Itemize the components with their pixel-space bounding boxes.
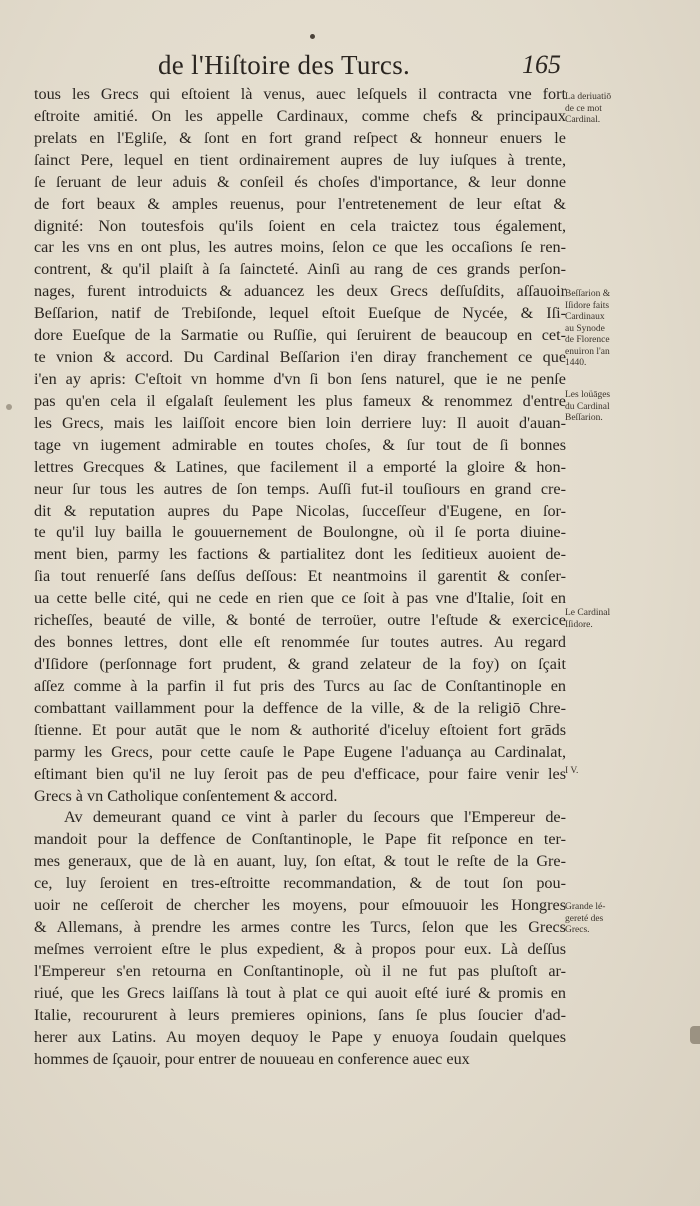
text-line: Grecs à vn Catholique conſentement & accord. <box>34 786 338 805</box>
text-line: ment bien, parmy les factions & partialitez dont les ſeditieux auoient de- <box>34 545 566 564</box>
text-line: ſe ſeruant de leur aduis & conſeil és choſes d'importance, & leur donne <box>34 172 566 191</box>
text-line: neur ſur tous les autres de ſon temps. Auſſi fut-il touſiours en grand cre- <box>34 479 566 498</box>
text-line: Av demeurant quand ce vint à parler du ſecours que l'Empereur de- <box>64 808 566 827</box>
margin-note-line: du Cardinal <box>565 401 610 412</box>
text-line: & Allemans, à prendre les armes contre les Turcs, ſelon que les Grecs <box>34 918 566 937</box>
text-line: car les vns en ont plus, les autres moins, ſelon ce que les occaſions ſe ren- <box>34 238 566 257</box>
text-line: des bonnes lettres, dont elle eſt renommée ſur toutes autres. Au regard <box>34 633 566 652</box>
text-line: de fort beaux & amples reuenus, pour l'entretenement de leur eſtat & <box>34 194 566 213</box>
text-line: ſtienne. Et pour autāt que le nom & authorité d'iceluy eſtoient fort grāds <box>34 720 566 739</box>
page-number: 165 <box>522 50 561 79</box>
margin-note <box>565 766 665 778</box>
text-line: combattant vaillamment pour la deffence de la ville, & de la religiō Chre- <box>34 698 566 717</box>
text-line: nages, furent introduicts & aduancez les deux Grecs deſſuſdits, aſſauoir <box>34 282 566 301</box>
margin-note-line: 1440. <box>565 358 587 368</box>
text-line: contrent, & qu'il plaiſt à ſa ſaincteté. Ainſi au rang de ces grands perſon- <box>34 260 566 279</box>
text-line: ua cette belle cité, qui ne cede en rien que ce ſoit à pas vne d'Italie, ſoit en <box>34 589 566 608</box>
text-line: parmy les Grecs, pour cette cauſe le Pape Eugene l'aduança au Cardinalat, <box>34 742 566 761</box>
paper-stain <box>6 404 12 410</box>
margin-note-line: Grande lé- <box>565 902 606 912</box>
margin-note-line: Grecs. <box>565 925 590 935</box>
margin-note-line: I V. <box>565 766 579 776</box>
text-line: Italie, recoururent à leurs premieres opinions, ſans ſe plus ſoucier d'ad- <box>34 1005 566 1024</box>
running-title: de l'Hiſtoire des Turcs. <box>158 50 411 80</box>
margin-note <box>565 902 665 937</box>
margin-note-line: Cardinaux <box>565 312 605 322</box>
text-line: mes generaux, que de là en auant, luy, ſon eſtat, & tout le reſte de la Gre- <box>34 852 566 871</box>
text-line: pas qu'en cela il eſgalaſt ſeulement les plus fameux & renommez d'entre <box>34 391 566 410</box>
text-line: dit & reputation aupres du Pape Nicolas, ſucceſſeur d'Eugene, en ſor- <box>34 501 566 520</box>
text-line: les Grecs, mais les laiſſoit encore bien loin derriere luy: Il auoit d'auan- <box>34 413 566 432</box>
page-edge-mark <box>690 1026 700 1044</box>
margin-note-line: Le Cardinal <box>565 608 611 618</box>
text-line: te vnion & accord. Du Cardinal Beſſarion i'en diray franchement ce que <box>34 348 566 367</box>
text-line: i'en ay apris: C'eſtoit vn homme d'vn ſi bon ſens naturel, que ie ne penſe <box>34 369 566 388</box>
text-line: aſſez comme à la parfin il fut pris des Turcs au ſac de Conſtantinople en <box>34 676 566 695</box>
margin-note <box>565 608 665 631</box>
text-line: hommes de ſçauoir, pour entrer de nouueau en conference auec eux <box>34 1049 470 1068</box>
text-line: lettres Grecques & Latines, que facilement il a emporté la gloire & hon- <box>34 457 566 476</box>
margin-note-line: gereté des <box>565 913 604 924</box>
text-line: prelats en l'Egliſe, & ſont en fort grand reſpect & honneur enuers le <box>34 128 566 147</box>
margin-note-line: au Synode <box>565 323 605 334</box>
margin-note-line: Cardinal. <box>565 115 601 125</box>
margin-note <box>565 92 665 127</box>
body-text <box>34 84 566 1070</box>
margin-note-line: enuiron l'an <box>565 346 610 357</box>
text-line: riué, que les Grecs laiſſans là tout à plat ce qui auoit eſté iuré & promis en <box>34 983 566 1002</box>
text-line: uoir ne ceſſeroit de chercher les moyens, pour eſmouuoir les Hongres <box>34 896 566 915</box>
margin-note-line: La deriuatiō <box>565 92 612 102</box>
text-line: te qu'il luy bailla le gouuernement de Boulongne, où il ſe porta diuine- <box>34 523 566 542</box>
margin-note-line: Iſidore faits <box>565 300 610 311</box>
text-line: dore Eueſque de la Sarmatie ou Ruſſie, qui ſeruirent de beaucoup en cet- <box>34 326 566 345</box>
text-line: tous les Grecs qui eſtoient là venus, auec leſquels il contracta vne fort <box>34 85 566 103</box>
text-line: l'Empereur s'en retourna en Conſtantinople, où il ne fut pas pluſtoſt ar- <box>34 961 566 980</box>
text-line: d'Iſidore (perſonnage fort prudent, & grand zelateur de la foy) on ſçait <box>34 654 566 673</box>
text-line: mandoit pour la deffence de Conſtantinople, le Pape fit reſponce en ter- <box>34 830 566 849</box>
margin-note-line: Iſidore. <box>565 619 593 630</box>
text-line: eſtimant bien qu'il ne luy ſeroit pas de peu d'efficace, pour faire venir les <box>34 764 566 783</box>
text-line: tage vn iugement admirable en toutes choſes, & ſur tout de ſi bonnes <box>34 435 566 454</box>
margin-note-line: Beſſarion & <box>565 289 611 299</box>
text-line: ce, luy ſeroient en tres-eſtroitte recommandation, & de tout ſon pou- <box>34 874 566 893</box>
text-line: eſtroite amitié. On les appelle Cardinaux, comme chefs & principaux <box>34 106 566 125</box>
margin-note-line: Beſſarion. <box>565 413 603 423</box>
text-line: herer aux Latins. Au moyen dequoy le Pape y enuoya ſoudain quelques <box>34 1027 566 1046</box>
text-line: meſmes verroient eſtre le plus expedient, & à propos pour eux. Là deſſus <box>34 939 566 958</box>
text-line: ſia tout renuerſé ſans deſſus deſſous: Et neantmoins il garentit & conſer- <box>34 567 566 586</box>
text-line: richeſſes, beauté de ville, & bonté de terroüer, outre l'eſtude & exercice <box>34 611 566 630</box>
margin-note <box>565 390 665 425</box>
text-line: ſainct Pere, lequel en tient ordinairement aupres de luy iuſques à trente, <box>34 150 566 169</box>
text-line: Beſſarion, natif de Trebiſonde, lequel eſtoit Eueſque de Nycée, & Iſi- <box>34 304 566 323</box>
head-ornament <box>310 34 315 39</box>
margin-note-line: de ce mot <box>565 103 602 114</box>
text-line: dignité: Non toutesfois qu'ils ſoient en cela traictez tous également, <box>34 216 566 235</box>
margin-note <box>565 289 665 370</box>
margin-note-line: Les loüāges <box>565 390 611 400</box>
margin-note-line: de Florence <box>565 335 610 345</box>
